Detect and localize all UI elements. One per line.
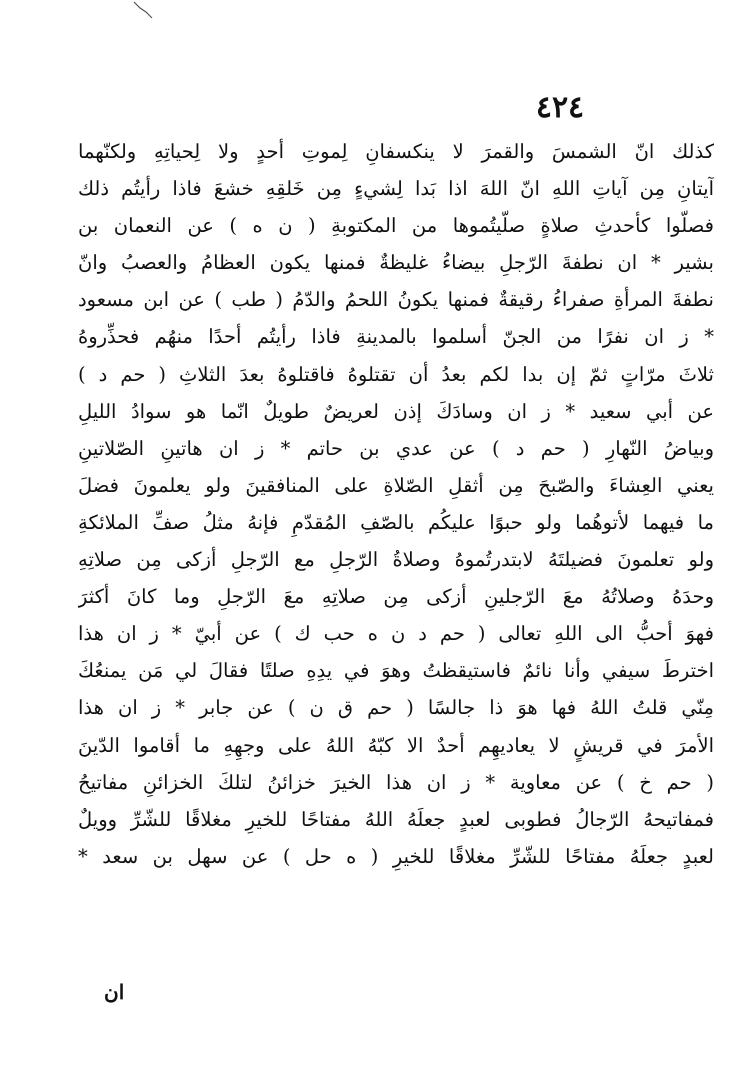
- text-line: وبياضُ النّهارِ ( حم د ) عن عدي بن حاتم * ز ان هاتينِ الصّلاتينِ: [78, 436, 714, 460]
- catchword: ان: [104, 980, 125, 1004]
- text-line: ما فيهما لأتوهُما ولو حبوًا عليكُم بالصّفِ المُقدّمِ فإنهُ مثلُ صفِّ الملائكةِ: [78, 510, 714, 534]
- text-line: مِنّي قلتُ اللهُ فها هوَ ذا جالسًا ( حم ق ن ) عن جابر * ز ان هذا: [78, 696, 714, 720]
- page-number: ٤٢٤: [535, 90, 585, 125]
- text-line: ثلاثَ مرّاتٍ ثمّ إن بدا لكم بعدُ أن تقتلوهُ فاقتلوهُ بعدَ الثلاثِ ( حم د ): [78, 362, 714, 386]
- text-line: عن أبي سعيد * ز ان وسادَكَ إذن لعريضٌ طويلٌ انّما هو سوادُ الليلِ: [78, 399, 714, 423]
- text-line: * ز ان نفرًا من الجنّ أسلموا بالمدينةِ فاذا رأيتُم أحدًا منهُم فحذِّروهُ: [78, 325, 714, 349]
- text-line: اخترطَ سيفي وأنا نائمٌ فاستيقظتُ وهوَ في يدِهِ صلتًا فقالَ لي مَن يمنعُكَ: [78, 659, 714, 683]
- text-line: بشير * ان نطفةَ الرّجلِ بيضاءُ غليظةٌ فمنها يكون العظامُ والعصبُ وانّ: [78, 251, 714, 275]
- text-line: وحدَهُ وصلاتُهُ معَ الرّجلينِ أزكى مِن صلاتِهِ معَ الرّجلِ وما كانَ أكثرَ: [78, 585, 714, 609]
- text-line: يعني العِشاءَ والصّبحَ مِن أثقلِ الصّلاةِ على المنافقينَ ولو يعلمونَ فضلَ: [78, 473, 714, 497]
- scan-mark-icon: [132, 0, 162, 24]
- text-line: ( حم خ ) عن معاوية * ز ان هذا الخيرَ خزائنُ لتلكَ الخزائنِ مفاتيحُ: [78, 770, 714, 794]
- text-line: فهوَ أحبُّ الى اللهِ تعالى ( حم د ن ه حب ك ) عن أبيّ * ز ان هذا: [78, 622, 714, 646]
- text-line: نطفةَ المرأةِ صفراءُ رقيقةٌ فمنها يكونُ اللحمُ والدّمُ ( طب ) عن ابن مسعود: [78, 288, 714, 312]
- body-text: [78, 133, 714, 875]
- text-line: آيتانِ مِن آياتِ اللهِ انّ اللهَ اذا بَدا لِشيءٍ مِن خَلقِهِ خشعَ فاذا رأيتُم ذلك: [78, 177, 714, 201]
- text-line: فمفاتيحهُ الرّجالُ فطوبى لعبدٍ جعلَهُ اللهُ مفتاحًا للخيرِ مغلاقًا للشّرِّ وويلٌ: [78, 807, 714, 831]
- text-line: فصلّوا كأحدثِ صلاةٍ صلّيتُموها من المكتوبةِ ( ن ه ) عن النعمان بن: [78, 214, 714, 238]
- text-line: لعبدٍ جعلَهُ مفتاحًا للشّرِّ مغلاقًا للخيرِ ( ه حل ) عن سهل بن سعد *: [78, 844, 714, 868]
- text-line: الأمرَ في قريشٍ لا يعاديهِم أحدٌ الا كبّهُ اللهُ على وجهِهِ ما أقاموا الدّينَ: [78, 733, 714, 757]
- text-line: كذلك انّ الشمسَ والقمرَ لا ينكسفانِ لِموتِ أحدٍ ولا لِحياتِهِ ولكنّهما: [78, 140, 714, 163]
- text-line: ولو تعلمونَ فضيلتَهُ لابتدرتُموهُ وصلاةُ الرّجلِ مع الرّجلِ أزكى مِن صلاتِهِ: [78, 548, 714, 572]
